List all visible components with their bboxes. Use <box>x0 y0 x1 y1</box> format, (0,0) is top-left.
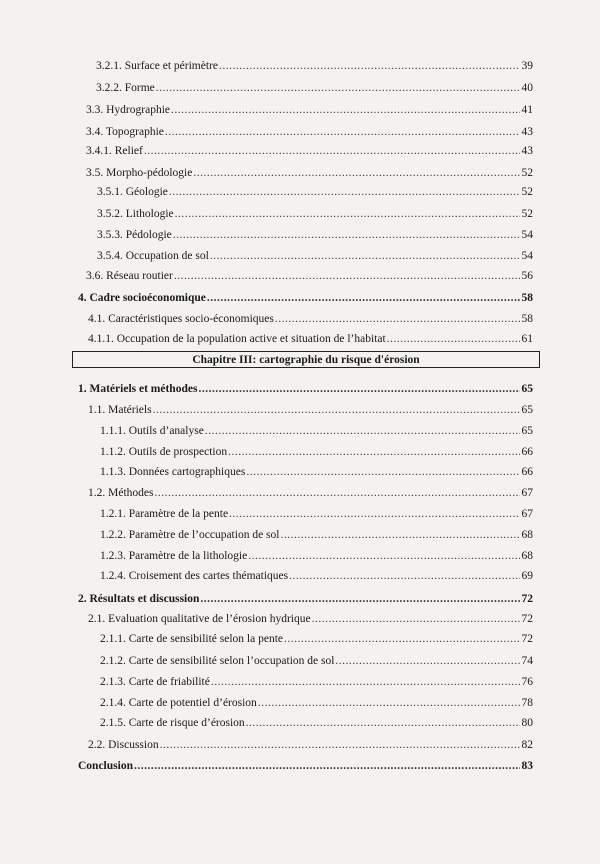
toc-entry-page: 72 <box>521 633 533 645</box>
toc-entry-label: 4.1.1. Occupation de la population active et situation de l’habitat <box>88 333 386 345</box>
leader-dots <box>248 550 519 563</box>
toc-entry-page: 66 <box>521 466 533 478</box>
toc-entry[interactable] <box>86 270 533 283</box>
toc-entry-page: 66 <box>521 446 533 458</box>
toc-entry-page: 58 <box>521 292 533 304</box>
toc-entry-page: 67 <box>521 508 533 520</box>
toc-entry-page: 40 <box>521 82 533 94</box>
toc-entry-label: 1.2.1. Paramètre de la pente <box>100 508 229 520</box>
toc-entry-page: 41 <box>521 104 533 116</box>
toc-entry-page: 52 <box>521 186 533 198</box>
toc-section-entry[interactable] <box>78 383 533 396</box>
toc-entry[interactable] <box>97 186 533 199</box>
toc-entry-label: 3.4.1. Relief <box>86 145 143 157</box>
toc-entry[interactable] <box>100 717 533 730</box>
leader-dots <box>171 104 520 117</box>
toc-entry[interactable] <box>100 550 533 563</box>
toc-entry[interactable] <box>100 529 533 542</box>
leader-dots <box>173 229 520 242</box>
toc-entry-page: 52 <box>521 208 533 220</box>
toc-entry-page: 76 <box>521 676 533 688</box>
toc-entry[interactable] <box>100 446 533 459</box>
leader-dots <box>205 425 520 438</box>
leader-dots <box>258 697 520 710</box>
toc-entry-label: 3.5.1. Géologie <box>97 186 168 198</box>
toc-entry-page: 69 <box>521 570 533 582</box>
toc-entry[interactable] <box>100 633 533 646</box>
toc-entry-label: 3.6. Réseau routier <box>86 270 173 282</box>
toc-entry-page: 68 <box>521 550 533 562</box>
leader-dots <box>134 760 520 773</box>
toc-entry[interactable] <box>97 250 533 263</box>
toc-entry-page: 65 <box>521 425 533 437</box>
toc-entry-label: 1.1.3. Données cartographiques <box>100 466 246 478</box>
leader-dots <box>312 613 520 626</box>
leader-dots <box>211 676 520 689</box>
leader-dots <box>207 292 520 305</box>
leader-dots <box>229 508 519 521</box>
leader-dots <box>284 633 520 646</box>
toc-entry[interactable] <box>86 104 533 117</box>
leader-dots <box>246 466 519 479</box>
toc-entry[interactable] <box>100 570 533 583</box>
leader-dots <box>280 529 519 542</box>
toc-entry-page: 67 <box>521 487 533 499</box>
toc-entry-label: 1.2.2. Paramètre de l’occupation de sol <box>100 529 280 541</box>
toc-entry-label: 3.4. Topographie <box>86 126 164 138</box>
toc-entry-label: 4.1. Caractéristiques socio-économiques <box>88 313 274 325</box>
toc-section-entry[interactable] <box>78 593 533 606</box>
leader-dots <box>193 167 519 180</box>
toc-entry-label: 1.2. Méthodes <box>88 487 154 499</box>
toc-entry-page: 43 <box>521 126 533 138</box>
toc-section-entry[interactable] <box>78 760 533 773</box>
toc-entry-page: 54 <box>521 229 533 241</box>
toc-section-entry[interactable] <box>78 292 533 305</box>
toc-entry-label: 2.1.1. Carte de sensibilité selon la pente <box>100 633 283 645</box>
leader-dots <box>175 208 520 221</box>
toc-entry[interactable] <box>88 613 533 626</box>
leader-dots <box>219 60 520 73</box>
toc-entry-page: 65 <box>521 404 533 416</box>
toc-entry[interactable] <box>88 313 533 326</box>
toc-entry[interactable] <box>100 508 533 521</box>
leader-dots <box>154 487 519 500</box>
toc-entry-page: 61 <box>521 333 533 345</box>
toc-entry[interactable] <box>86 145 533 158</box>
toc-entry-page: 52 <box>521 167 533 179</box>
toc-entry-label: 2.1.2. Carte de sensibilité selon l’occupation de sol <box>100 655 335 667</box>
toc-entry-label: 1.1. Matériels <box>88 404 152 416</box>
leader-dots <box>198 383 519 396</box>
toc-entry-page: 80 <box>521 717 533 729</box>
toc-entry-page: 56 <box>521 270 533 282</box>
toc-entry-label: 2.1.3. Carte de friabilité <box>100 676 210 688</box>
toc-entry-label: Conclusion <box>78 760 133 772</box>
leader-dots <box>289 570 519 583</box>
leader-dots <box>169 186 520 199</box>
leader-dots <box>275 313 520 326</box>
toc-entry[interactable] <box>100 697 533 710</box>
toc-entry-label: 3.5.4. Occupation de sol <box>97 250 209 262</box>
toc-entry-label: 1.1.1. Outils d’analyse <box>100 425 204 437</box>
toc-entry[interactable] <box>97 229 533 242</box>
leader-dots <box>335 655 519 668</box>
toc-entry[interactable] <box>97 208 533 221</box>
toc-entry-page: 68 <box>521 529 533 541</box>
toc-entry[interactable] <box>88 487 533 500</box>
toc-entry-label: 2.1. Evaluation qualitative de l’érosion hydrique <box>88 613 311 625</box>
toc-entry-label: 2.1.4. Carte de potentiel d’érosion <box>100 697 257 709</box>
toc-entry-label: 3.5.3. Pédologie <box>97 229 172 241</box>
toc-entry[interactable] <box>96 60 533 73</box>
leader-dots <box>387 333 520 346</box>
toc-entry-page: 72 <box>521 613 533 625</box>
toc-entry-label: 2. Résultats et discussion <box>78 593 200 605</box>
toc-entry[interactable] <box>96 82 533 95</box>
toc-entry-label: 3.5.2. Lithologie <box>97 208 174 220</box>
toc-entry-page: 72 <box>521 593 533 605</box>
leader-dots <box>160 739 520 752</box>
toc-entry[interactable] <box>100 425 533 438</box>
toc-entry[interactable] <box>100 655 533 668</box>
toc-entry-page: 83 <box>521 760 533 772</box>
leader-dots <box>153 404 520 417</box>
toc-entry[interactable] <box>86 167 533 180</box>
toc-entry-label: 1. Matériels et méthodes <box>78 383 198 395</box>
toc-entry-page: 78 <box>521 697 533 709</box>
toc-entry-page: 43 <box>521 145 533 157</box>
chapter-heading-text: Chapitre III: cartographie du risque d'érosion <box>192 353 420 366</box>
toc-entry[interactable] <box>88 333 533 346</box>
leader-dots <box>200 593 519 606</box>
leader-dots <box>144 145 520 158</box>
toc-entry-label: 3.3. Hydrographie <box>86 104 170 116</box>
leader-dots <box>156 82 520 95</box>
toc-entry[interactable] <box>88 739 533 752</box>
toc-entry[interactable] <box>86 126 533 139</box>
toc-entry-label: 1.1.2. Outils de prospection <box>100 446 228 458</box>
leader-dots <box>174 270 520 283</box>
toc-entry-label: 4. Cadre socioéconomique <box>78 292 206 304</box>
toc-entry[interactable] <box>100 676 533 689</box>
toc-entry-label: 3.2.1. Surface et périmètre <box>96 60 218 72</box>
toc-entry-label: 3.5. Morpho-pédologie <box>86 167 193 179</box>
toc-entry[interactable] <box>100 466 533 479</box>
toc-entry-page: 58 <box>521 313 533 325</box>
toc-entry-page: 82 <box>521 739 533 751</box>
toc-entry-label: 1.2.4. Croisement des cartes thématiques <box>100 570 289 582</box>
toc-entry-label: 2.1.5. Carte de risque d’érosion <box>100 717 245 729</box>
toc-entry-label: 1.2.3. Paramètre de la lithologie <box>100 550 248 562</box>
leader-dots <box>165 126 520 139</box>
toc-entry-page: 39 <box>521 60 533 72</box>
toc-entry-label: 3.2.2. Forme <box>96 82 155 94</box>
toc-entry-page: 74 <box>521 655 533 667</box>
leader-dots <box>210 250 520 263</box>
toc-entry[interactable] <box>88 404 533 417</box>
toc-entry-page: 54 <box>521 250 533 262</box>
toc-entry-label: 2.2. Discussion <box>88 739 159 751</box>
leader-dots <box>246 717 520 730</box>
toc-entry-page: 65 <box>521 383 533 395</box>
chapter-heading[interactable] <box>72 351 540 368</box>
leader-dots <box>228 446 519 459</box>
